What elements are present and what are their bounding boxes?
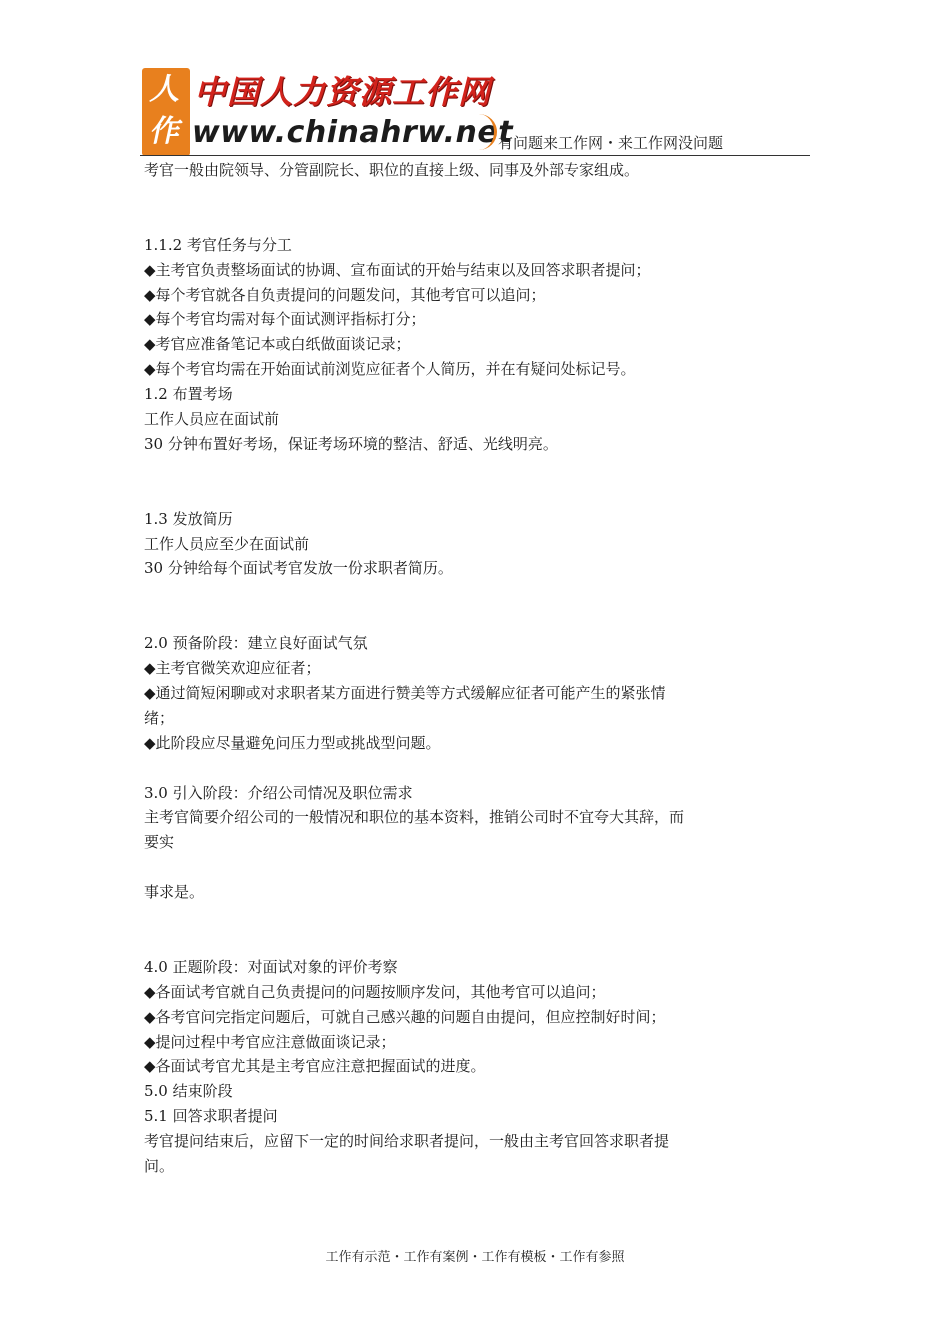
bullet-item-continuation: 绪； [144,708,175,727]
spacer [144,457,756,482]
logo-title: 中国人力资源工作网 [194,73,492,111]
bullet-item: ◆每个考官均需在开始面试前浏览应征者个人简历，并在有疑问处标记号。 [144,360,636,379]
logo-char-top: 人 [147,72,185,107]
section-heading: 5.1 回答求职者提问 [144,1107,278,1126]
spacer [144,606,756,631]
document-body [144,158,756,1179]
bullet-item: ◆每个考官均需对每个面试测评指标打分； [144,310,426,329]
paragraph: 要实 [144,833,175,852]
section-heading: 4.0 正题阶段：对面试对象的评价考察 [144,957,398,976]
paragraph: 主考官简要介绍公司的一般情况和职位的基本资料，推销公司时不宜夸大其辞，而 [144,808,685,827]
paragraph: 问。 [144,1157,175,1176]
bullet-item: ◆主考官负责整场面试的协调、宣布面试的开始与结束以及回答求职者提问； [144,260,651,279]
logo-char-bottom: 作 [147,114,185,149]
bullet-item: ◆通过简短闲聊或对求职者某方面进行赞美等方式缓解应征者可能产生的紧张情 [144,683,666,702]
spacer [144,208,756,233]
section-heading: 5.0 结束阶段 [144,1082,233,1101]
spacer [144,482,756,507]
paragraph: 工作人员应至少在面试前 [144,534,310,553]
spacer [144,183,756,208]
bullet-item: ◆各考官问完指定问题后，可就自己感兴趣的问题自由提问，但应控制好时间； [144,1007,666,1026]
bullet-item: ◆考官应准备笔记本或白纸做面谈记录； [144,335,411,354]
header-slogan: 有问题来工作网・来工作网没问题 [498,134,724,152]
paragraph: 考官一般由院领导、分管副院长、职位的直接上级、同事及外部专家组成。 [144,161,640,179]
spacer [144,581,756,606]
section-heading: 3.0 引入阶段：介绍公司情况及职位需求 [144,783,413,802]
bullet-item: ◆各面试考官尤其是主考官应注意把握面试的进度。 [144,1057,486,1076]
bullet-item: ◆每个考官就各自负责提问的问题发问，其他考官可以追问； [144,285,546,304]
spacer [144,855,756,880]
section-heading: 1.3 发放简历 [144,509,233,528]
spacer [144,930,756,955]
bullet-item: ◆主考官微笑欢迎应征者； [144,659,321,678]
section-heading: 1.2 布置考场 [144,385,233,404]
spacer [144,905,756,930]
paragraph: 考官提问结束后，应留下一定的时间给求职者提问，一般由主考官回答求职者提 [144,1132,670,1151]
logo-emblem [142,68,190,156]
page-header [140,66,812,158]
bullet-item: ◆此阶段应尽量避免问压力型或挑战型问题。 [144,733,441,752]
page-footer: 工作有示范・工作有案例・工作有模板・工作有参照 [325,1250,625,1265]
spacer [144,756,756,781]
paragraph: 工作人员应在面试前 [144,410,280,429]
paragraph: 事求是。 [144,883,205,902]
paragraph: 30 分钟布置好考场，保证考场环境的整洁、舒适、光线明亮。 [144,434,558,453]
section-heading: 1.1.2 考官任务与分工 [144,235,292,254]
section-heading: 2.0 预备阶段：建立良好面试气氛 [144,634,368,653]
bullet-item: ◆提问过程中考官应注意做面谈记录； [144,1032,396,1051]
paragraph: 30 分钟给每个面试考官发放一份求职者简历。 [144,559,453,578]
header-divider [140,155,810,156]
logo-url: www.chinahrw.net [192,115,514,150]
bullet-item: ◆各面试考官就自己负责提问的问题按顺序发问，其他考官可以追问； [144,982,606,1001]
